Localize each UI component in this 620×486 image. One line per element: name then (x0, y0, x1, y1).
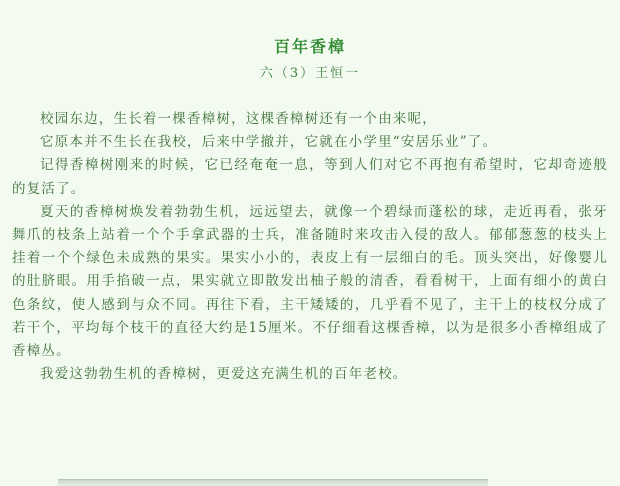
paragraph-2: 它原本并不生长在我校，后来中学撤并，它就在小学里“安居乐业”了。 (40, 134, 498, 151)
paragraph-5: 我爱这勃勃生机的香樟树，更爱这充满生机的百年老校。 (40, 366, 408, 383)
paragraph-3: 记得香樟树刚来的时候，它已经奄奄一息，等到人们对它不再抱有希望时，它却奇迹般的复活了。 (12, 157, 608, 197)
paragraph-1: 校园东边，生长着一棵香樟树，这棵香樟树还有一个由来呢， (40, 111, 437, 127)
document-title: 百年香樟 (273, 37, 346, 56)
document-body (12, 108, 608, 386)
document-author: 六（3）王恒一 (259, 66, 361, 81)
paragraph-4: 夏天的香樟树焕发着勃勃生机，远远望去，就像一个碧绿而蓬松的球，走近再看，张牙舞爪的枝条上站着一个个手拿武器的士兵，准备随时来攻击入侵的敌人。郁郁葱葱的枝头上挂着一个个绿色未成熟的果实。果实小小的，表皮上有一层细白的毛。顶头突出，好像婴儿的肚脐眼。用手掐破一点，果实就立即散发出柚子般的清香，看看树干，上面有细小的黄白色条纹，使人感到与众不同。再往下看，主干矮矮的，几乎看不见了，主干上的枝权分成了若干个，平均每个枝干的直径大约是15厘米。不仔细看这棵香樟，以为是很多小香樟组成了香樟丛。 (12, 203, 608, 360)
